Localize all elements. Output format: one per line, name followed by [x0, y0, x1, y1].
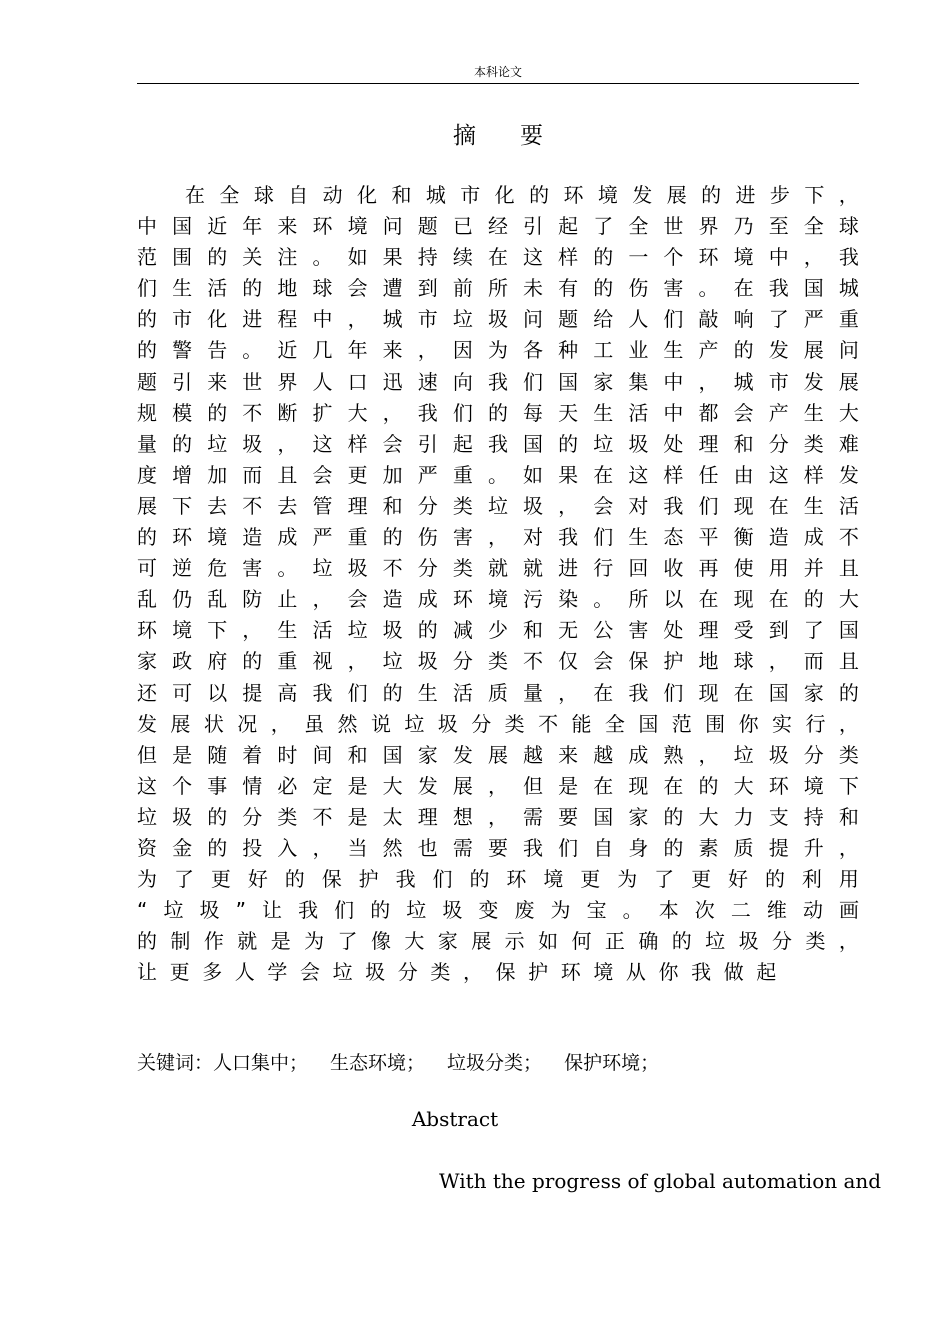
body-line: 让 更 多 人 学 会 垃 圾 分 类 ， 保 护 环 境 从 你 我 做 起 [137, 960, 777, 985]
keyword-item: 保护环境； [564, 1052, 660, 1074]
body-line: 的 警 告 。 近 几 年 来 ， 因 为 各 种 工 业 生 产 的 发 展 问 [137, 338, 859, 363]
abstract-heading: Abstract [411, 1107, 499, 1131]
keyword-item: 垃圾分类； [447, 1052, 543, 1074]
body-line: 这 个 事 情 必 定 是 大 发 展 ， 但 是 在 现 在 的 大 环 境 下 [137, 773, 859, 798]
keywords-list [213, 1052, 681, 1074]
body-line: 中 国 近 年 来 环 境 问 题 已 经 引 起 了 全 世 界 乃 至 全 球 [137, 214, 859, 239]
body-line: 的 市 化 进 程 中 ， 城 市 垃 圾 问 题 给 人 们 敲 响 了 严 重 [137, 307, 859, 332]
keywords-line [137, 1048, 859, 1078]
keywords-label: 关键词： [137, 1052, 214, 1074]
body-line: 可 逆 危 害 。 垃 圾 不 分 类 就 就 进 行 回 收 再 使 用 并 且 [137, 556, 859, 581]
body-line: 量 的 垃 圾 ， 这 样 会 引 起 我 国 的 垃 圾 处 理 和 分 类 难 [137, 431, 859, 456]
body-line: 们 生 活 的 地 球 会 遭 到 前 所 未 有 的 伤 害 。 在 我 国 城 [137, 276, 859, 301]
body-line: 度 增 加 而 且 会 更 加 严 重 。 如 果 在 这 样 任 由 这 样 发 [137, 462, 859, 487]
body-line: 的 环 境 造 成 严 重 的 伤 害 ， 对 我 们 生 态 平 衡 造 成 不 [137, 525, 859, 550]
page-title: 摘要 [453, 123, 587, 149]
page-header: 本科论文 [473, 65, 522, 79]
body-line: 在 全 球 自 动 化 和 城 市 化 的 环 境 发 展 的 进 步 下 ， [185, 183, 859, 207]
body-line: 范 围 的 关 注 。 如 果 持 续 在 这 样 的 一 个 环 境 中 ， 我 [137, 245, 859, 270]
body-line: 的 制 作 就 是 为 了 像 大 家 展 示 如 何 正 确 的 垃 圾 分 类 ， [137, 929, 859, 954]
body-line: 展 下 去 不 去 管 理 和 分 类 垃 圾 ， 会 对 我 们 现 在 生 活 [137, 493, 859, 518]
body-line: 资 金 的 投 入 ， 当 然 也 需 要 我 们 自 身 的 素 质 提 升 ， [137, 835, 859, 860]
abstract-body-chinese [137, 180, 859, 988]
body-line: 但 是 随 着 时 间 和 国 家 发 展 越 来 越 成 熟 ， 垃 圾 分 类 [137, 742, 859, 767]
body-line: “ 垃 圾 ” 让 我 们 的 垃 圾 变 废 为 宝 。 本 次 二 维 动 画 [137, 898, 859, 923]
abstract-first-line: With the progress of global automation and [439, 1169, 882, 1193]
body-line: 题 引 来 世 界 人 口 迅 速 向 我 们 国 家 集 中 ， 城 市 发 展 [137, 369, 859, 394]
body-line: 家 政 府 的 重 视 ， 垃 圾 分 类 不 仅 会 保 护 地 球 ， 而 且 [137, 649, 859, 674]
header-divider [137, 83, 859, 84]
body-line: 还 可 以 提 高 我 们 的 生 活 质 量 ， 在 我 们 现 在 国 家 的 [137, 680, 859, 705]
body-line: 乱 仍 乱 防 止 ， 会 造 成 环 境 污 染 。 所 以 在 现 在 的 大 [137, 587, 859, 612]
keyword-item: 人口集中； [213, 1052, 309, 1074]
body-line: 为 了 更 好 的 保 护 我 们 的 环 境 更 为 了 更 好 的 利 用 [137, 867, 859, 892]
body-line: 规 模 的 不 断 扩 大 ， 我 们 的 每 天 生 活 中 都 会 产 生 大 [137, 400, 859, 425]
keyword-item: 生态环境； [330, 1052, 426, 1074]
body-line: 垃 圾 的 分 类 不 是 太 理 想 ， 需 要 国 家 的 大 力 支 持 和 [137, 804, 859, 829]
body-line: 发 展 状 况 ， 虽 然 说 垃 圾 分 类 不 能 全 国 范 围 你 实 行 ， [137, 711, 859, 736]
body-line: 环 境 下 ， 生 活 垃 圾 的 减 少 和 无 公 害 处 理 受 到 了 国 [137, 618, 859, 643]
